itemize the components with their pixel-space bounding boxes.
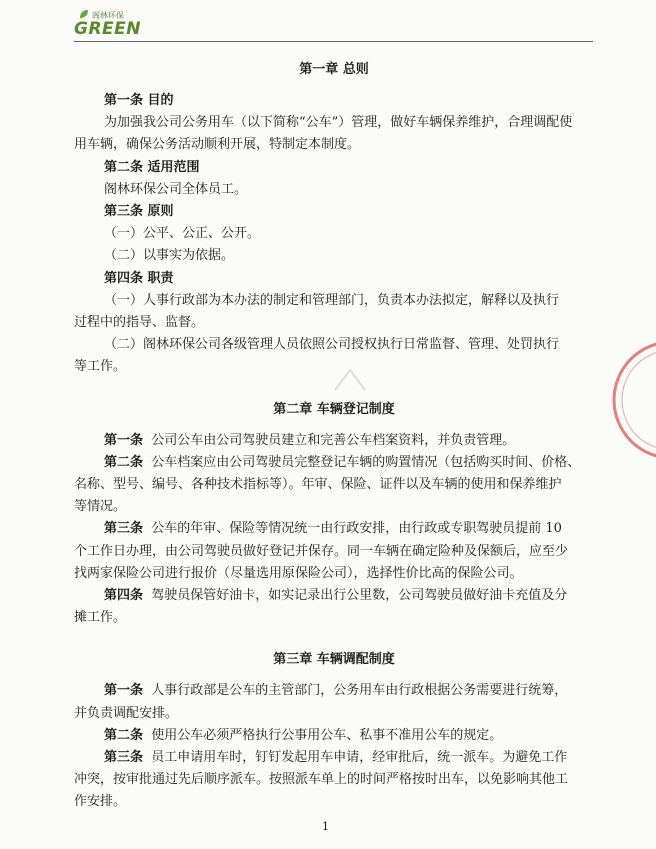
article-number: 第二条	[104, 454, 144, 470]
line-text: 过程中的指导、监督。	[74, 315, 205, 330]
faint-watermark	[330, 360, 370, 405]
paragraph-line	[104, 519, 562, 539]
line-text: 员工申请用车时，钉钉发起用车申请，经审批后，统一派车。为避免工作	[151, 750, 568, 765]
line-text: 公车的年审、保险等情况统一由行政安排，由行政或专职驾驶员提前 10	[151, 521, 562, 537]
company-logo	[74, 10, 164, 40]
paragraph-line	[104, 335, 559, 355]
paragraph-line	[74, 357, 126, 377]
paragraph-line	[104, 748, 567, 768]
paragraph-line	[104, 726, 502, 746]
line-text: 第二条 适用范围	[104, 159, 200, 175]
article-number: 第三条	[104, 750, 144, 765]
paragraph-line	[74, 564, 523, 584]
line-text: 阁林环保公司全体员工。	[104, 181, 248, 197]
line-text: （二）以事实为依据。	[104, 248, 235, 264]
line-text: 第一条 目的	[104, 93, 174, 108]
chapter-title: 第三章 车辆调配制度	[273, 652, 395, 668]
paragraph-line	[74, 497, 126, 517]
line-text: 找两家保险公司进行报价（尽量选用原保险公司），选择性价比高的保险公司。	[74, 565, 523, 581]
page-number: 1	[322, 820, 329, 833]
paragraph-line	[104, 113, 572, 133]
article-number: 第三条	[104, 521, 144, 537]
line-text: 等情况。	[74, 499, 127, 515]
paragraph-line	[104, 431, 515, 451]
article-heading	[104, 202, 174, 222]
header-divider	[74, 41, 593, 42]
line-text: 为加强我公司公务用车（以下简称“公车”）管理，做好车辆保养维护，合理调配使	[104, 115, 573, 131]
paragraph-line	[104, 291, 559, 311]
line-text: 公车档案应由公司驾驶员完整登记车辆的购置情况（包括购买时间、价格、	[151, 454, 581, 470]
line-text: 第三条 原则	[104, 204, 174, 219]
paragraph-line	[74, 135, 360, 155]
line-text: （一）人事行政部为本办法的制定和管理部门，负责本办法拟定，解释以及执行	[104, 292, 560, 308]
line-text: 驾驶员保管好油卡，如实记录出行公里数，公司驾驶员做好油卡充值及分	[151, 588, 568, 603]
paragraph-line	[74, 475, 562, 495]
article-number: 第一条	[104, 683, 144, 699]
paragraph-line	[74, 792, 126, 812]
paragraph-line	[104, 246, 234, 266]
paragraph-line	[104, 224, 260, 244]
line-text: 第四条 职责	[104, 270, 174, 286]
article-heading	[104, 269, 174, 289]
paragraph-line	[104, 453, 580, 473]
line-text: 冲突，按审批通过先后顺序派车。按照派车单上的时间严格按时出车，以免影响其他工	[74, 772, 569, 788]
line-text: （一）公平、公正、公开。	[104, 226, 261, 242]
article-heading	[104, 91, 174, 111]
article-number: 第二条	[104, 727, 144, 743]
paragraph-line	[74, 542, 568, 562]
chapter-title: 第一章 总则	[299, 62, 369, 77]
paragraph-line	[104, 586, 567, 606]
line-text: 名称、型号、编号、各种技术指标等）。年审、保险、证件以及车辆的使用和保养维护	[74, 477, 562, 492]
line-text: 并负责调配安排。	[74, 705, 179, 721]
article-number: 第一条	[104, 432, 144, 448]
logo-chinese-name: 阁林环保	[92, 11, 124, 20]
paragraph-line	[74, 608, 126, 628]
line-text: 作安排。	[74, 794, 127, 810]
paragraph-line	[74, 770, 568, 790]
line-text: （二）阁林环保公司各级管理人员依照公司授权执行日常监督、管理、处罚执行	[104, 337, 560, 353]
line-text: 等工作。	[74, 359, 127, 375]
chapter-title: 第二章 车辆登记制度	[273, 401, 395, 417]
line-text: 用车辆，确保公务活动顺利开展，特制定本制度。	[74, 137, 361, 153]
line-text: 人事行政部是公车的主管部门，公务用车由行政根据公务需要进行统筹，	[151, 683, 568, 699]
page-header	[74, 8, 594, 40]
red-seal-stamp	[612, 330, 656, 470]
paragraph-line	[104, 180, 247, 200]
logo-wordmark: GREEN	[74, 19, 141, 39]
article-number: 第四条	[104, 588, 144, 603]
leaf-icon	[79, 9, 89, 19]
paragraph-line	[74, 704, 178, 724]
line-text: 个工作日办理，由公司驾驶员做好登记并保存。同一车辆在确定险种及保额后，应至少	[74, 543, 569, 559]
paragraph-line	[104, 681, 567, 701]
line-text: 公司公车由公司驾驶员建立和完善公车档案资料，并负责管理。	[151, 432, 516, 448]
watermark-mark-icon	[330, 360, 370, 400]
line-text: 使用公车必须严格执行公事用公车、私事不准用公车的规定。	[151, 727, 503, 743]
article-heading	[104, 158, 200, 178]
line-text: 摊工作。	[74, 610, 127, 626]
paragraph-line	[74, 313, 204, 333]
